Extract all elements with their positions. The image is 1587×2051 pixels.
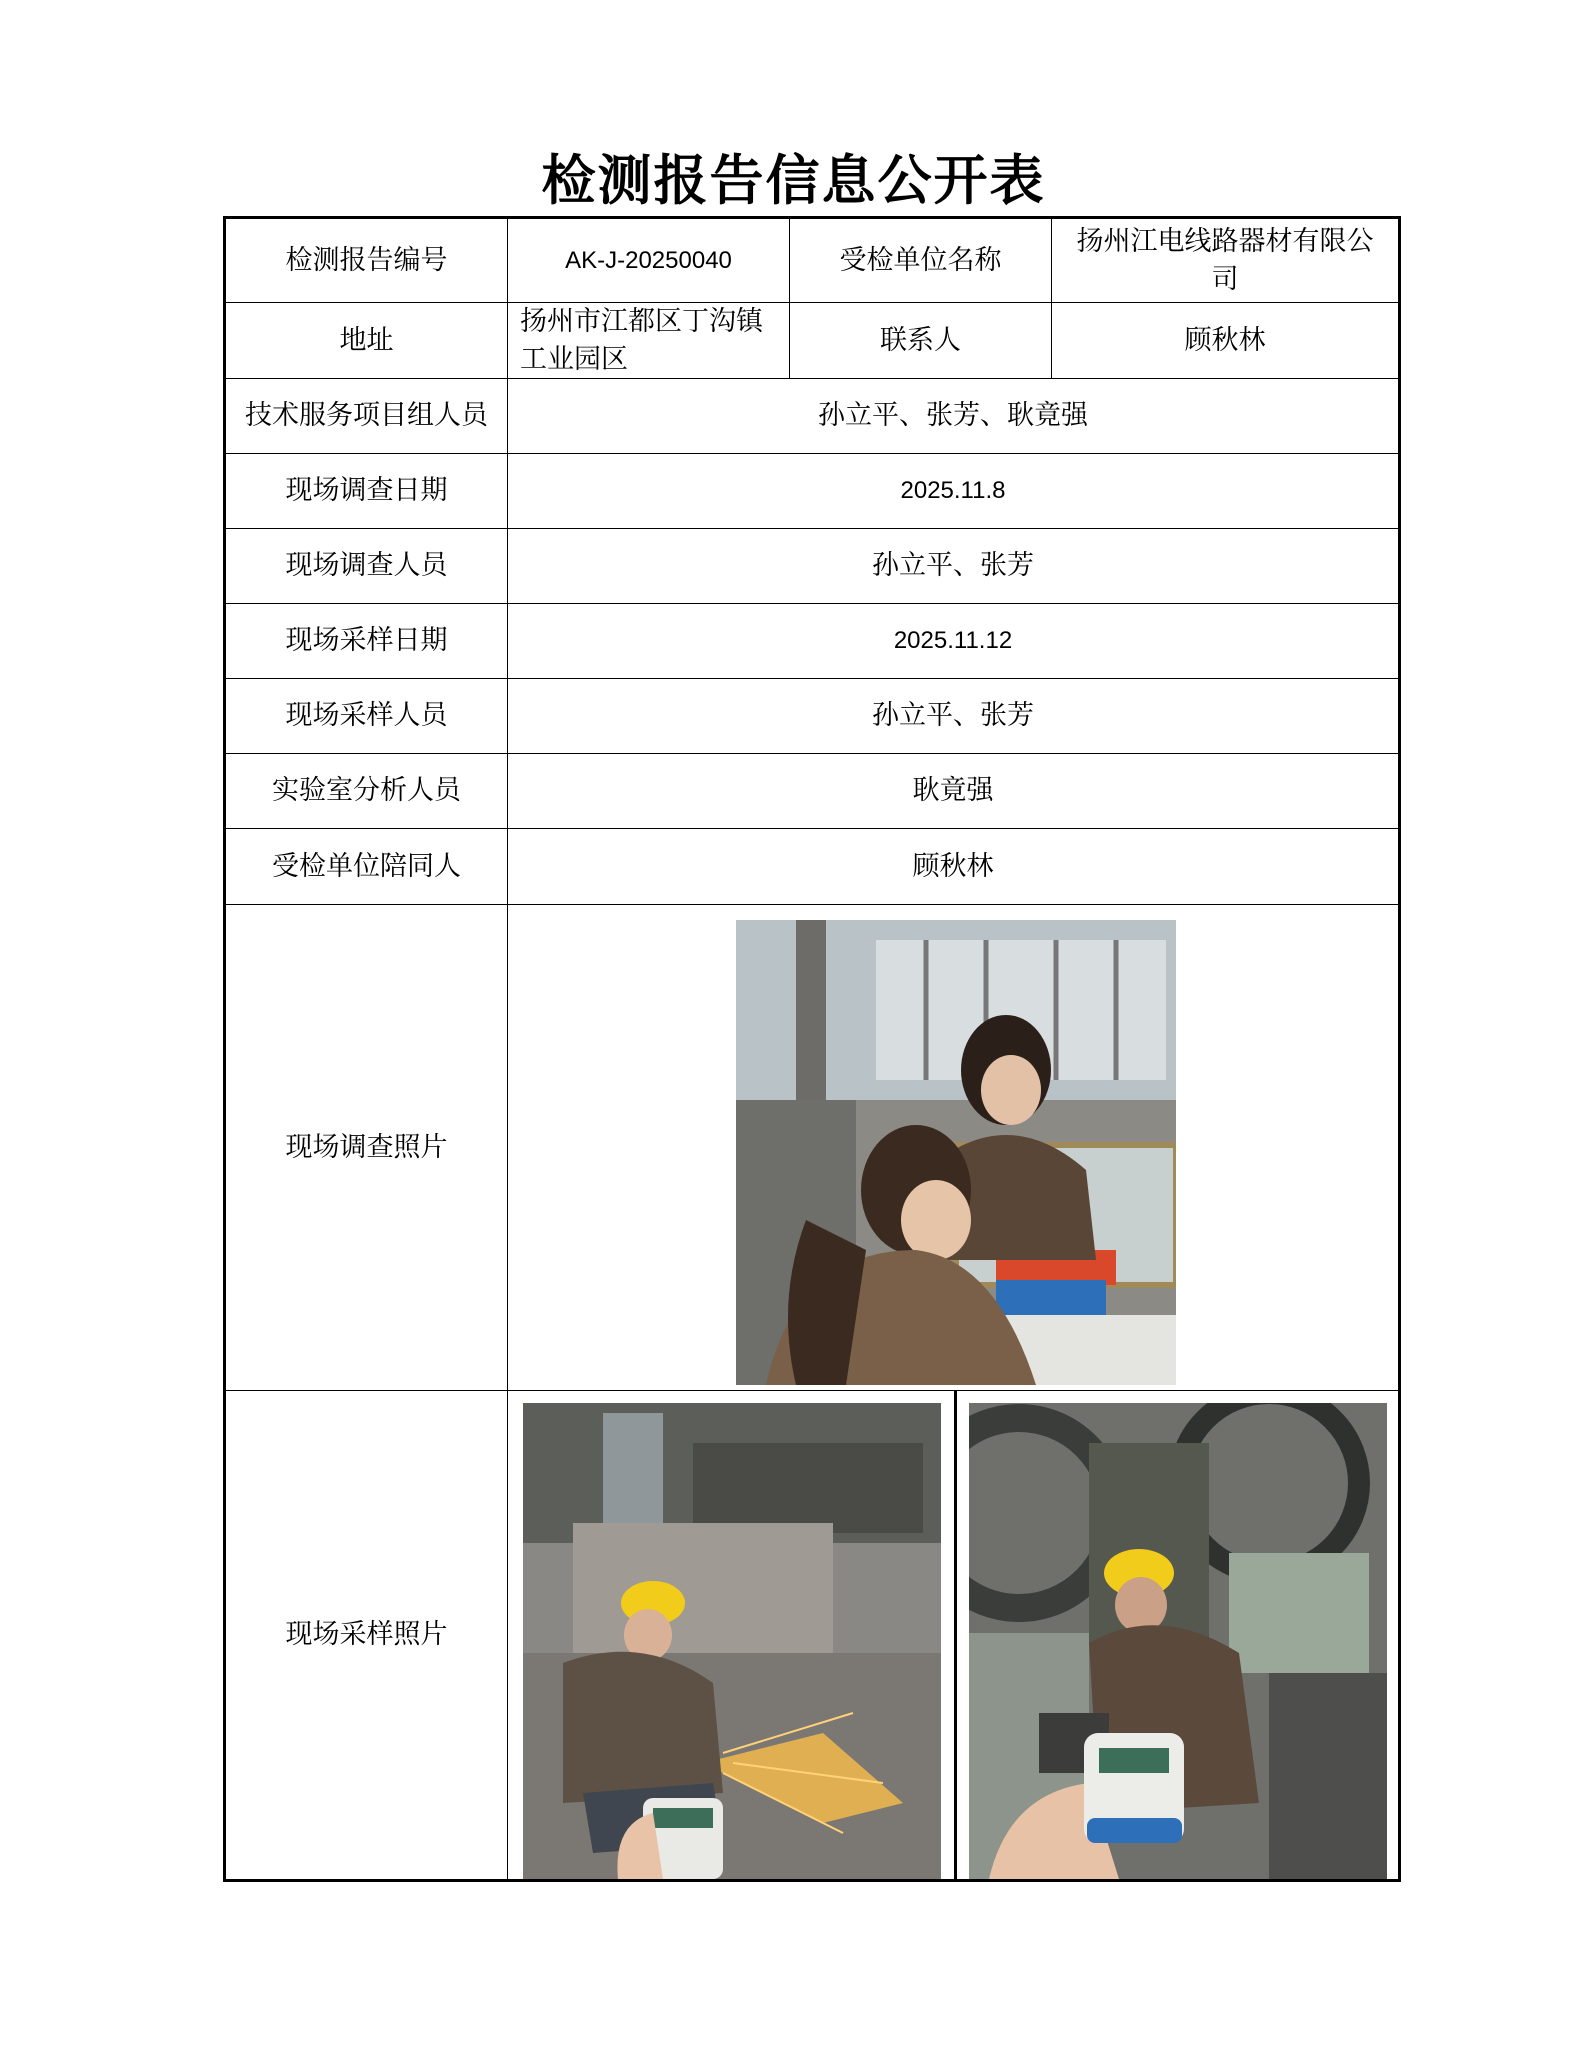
table-row [226,829,1398,905]
table-row [226,303,1398,379]
table-row [226,1391,1398,1879]
lab-staff-label: 实验室分析人员 [226,754,508,828]
info-table [223,216,1401,1882]
photo-divider [954,1391,957,1879]
sampling-photo-press [969,1403,1387,1879]
table-row [226,905,1398,1391]
survey-date-label: 现场调查日期 [226,454,508,528]
report-no-label: 检测报告编号 [226,219,508,302]
table-row [226,379,1398,454]
lab-staff-value: 耿竟强 [912,775,994,806]
table-row [226,754,1398,829]
team-label: 技术服务项目组人员 [226,379,508,453]
survey-staff-label: 现场调查人员 [226,529,508,603]
table-row [226,604,1398,679]
survey-date-value: 2025.11.8 [900,477,1006,504]
escort-label: 受检单位陪同人 [226,829,508,904]
table-row [226,679,1398,754]
table-row [226,219,1398,303]
survey-photo-label: 现场调查照片 [226,905,508,1390]
sampling-photo-grinding [523,1403,941,1879]
company-value: 扬州江电线路器材有限公司 [1076,225,1374,295]
table-row [226,529,1398,604]
address-value: 扬州市江都区丁沟镇工业园区 [508,303,790,378]
sampling-date-label: 现场采样日期 [226,604,508,678]
survey-photo [736,920,1176,1385]
team-value: 孙立平、张芳、耿竟强 [818,400,1088,431]
sampling-date-value: 2025.11.12 [893,627,1013,654]
sampling-staff-label: 现场采样人员 [226,679,508,753]
company-label: 受检单位名称 [790,219,1052,302]
escort-value: 顾秋林 [912,850,994,882]
sampling-photo-label: 现场采样照片 [226,1391,508,1879]
survey-staff-value: 孙立平、张芳 [872,550,1034,581]
contact-label: 联系人 [790,303,1052,378]
address-label: 地址 [226,303,508,378]
contact-value: 顾秋林 [1184,324,1266,356]
report-no-value: AK-J-20250040 [508,219,790,302]
sampling-staff-value: 孙立平、张芳 [872,700,1034,731]
table-row [226,454,1398,529]
page-title: 检测报告信息公开表 [541,148,1046,212]
